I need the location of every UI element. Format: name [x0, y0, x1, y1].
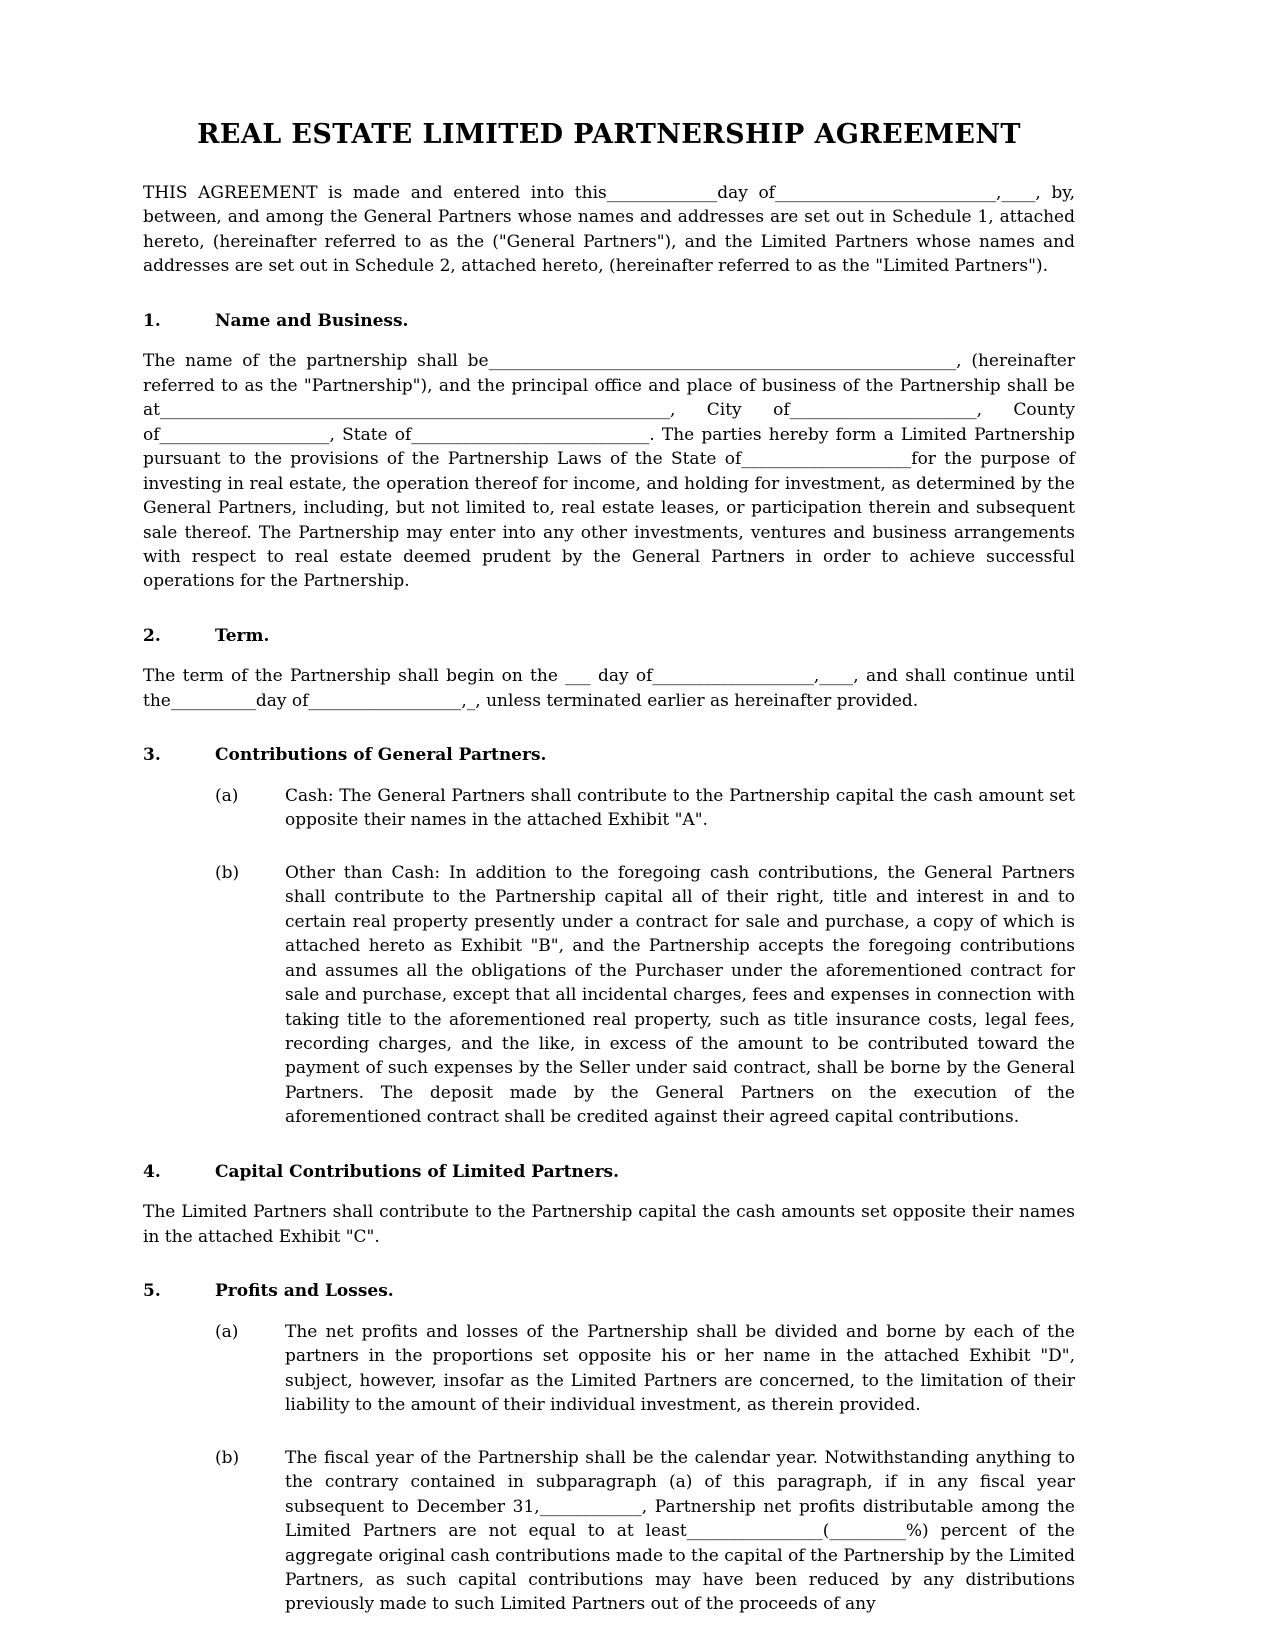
section-3-title: Contributions of General Partners.: [215, 745, 547, 766]
clause-text: Other than Cash: In addition to the foregoing cash contributions, the General Partners shall contribute to the Partnership capital all of their right, title and interest in and to certain real property presently under a contract for sale and purchase, a copy of which is attached hereto as Exhibit "B", and the Partnership accepts the foregoing contributions and assumes all the obligations of the Purchaser under the aforementioned contract for sale and purchase, except that all incidental charges, fees and expenses in connection with taking title to the aforementioned real property, such as title insurance costs, legal fees, recording charges, and the like, in excess of the amount to be contributed toward the payment of such expenses by the Seller under said contract, shall be borne by the General Partners. The deposit made by the General Partners on the execution of the aforementioned contract shall be credited against their agreed capital contributions.: [285, 862, 1075, 1128]
clause-label: (b): [215, 862, 240, 883]
section-1-heading: [143, 309, 1075, 333]
section-3-number: 3.: [143, 745, 161, 766]
intro-paragraph: THIS AGREEMENT is made and entered into this_____________day of__________________________,____, by, between, and among the General Partners whose names and addresses are set out in Schedule 1, attached hereto, (hereinafter referred to as the ("General Partners"), and the Limited Partners whose names and addresses are set out in Schedule 2, attached hereto, (hereinafter referred to as the "Limited Partners").: [143, 182, 1075, 277]
section-4-number: 4.: [143, 1161, 161, 1182]
section-5-title: Profits and Losses.: [215, 1281, 394, 1302]
section-5-clause-b: [143, 1446, 1075, 1617]
section-2-heading: [143, 624, 1075, 648]
clause-label: (a): [215, 1321, 239, 1342]
section-3-heading: [143, 743, 1075, 767]
section-3-clause-a: [143, 784, 1075, 833]
clause-text: The fiscal year of the Partnership shall be the calendar year. Notwithstanding anything to the contrary contained in subparagraph (a) of this paragraph, if in any fiscal year subsequent to December 31,____________, Partnership net profits distributable among the Limited Partners are not equal to at least________________(_________%) percent of the aggregate original cash contributions made to the capital of the Partnership by the Limited Partners, as such capital contributions may have been reduced by any distributions previously made to such Limited Partners out of the proceeds of any: [285, 1447, 1075, 1615]
section-3-clause-b: [143, 861, 1075, 1130]
clause-label: (b): [215, 1447, 240, 1468]
document-title: REAL ESTATE LIMITED PARTNERSHIP AGREEMENT: [197, 119, 1021, 150]
section-1-title: Name and Business.: [215, 310, 409, 331]
section-5-clause-a: [143, 1320, 1075, 1418]
section-5-heading: [143, 1279, 1075, 1303]
section-2-paragraph: The term of the Partnership shall begin on the ___ day of___________________,____, and shall continue until the__________day of__________________,_, unless terminated earlier as hereinafter provided.: [143, 666, 1075, 711]
section-4-paragraph: The Limited Partners shall contribute to the Partnership capital the cash amounts set opposite their names in the attached Exhibit "C".: [143, 1202, 1075, 1247]
section-4-heading: [143, 1160, 1075, 1184]
clause-label: (a): [215, 785, 239, 806]
clause-text: The net profits and losses of the Partnership shall be divided and borne by each of the partners in the proportions set opposite his or her name in the attached Exhibit "D", subject, however, insofar as the Limited Partners are concerned, to the limitation of their liability to the amount of their individual investment, as therein provided.: [285, 1321, 1075, 1416]
section-4-title: Capital Contributions of Limited Partners.: [215, 1161, 620, 1182]
section-1-paragraph: The name of the partnership shall be_______________________________________________________, (hereinafter referred to as the "Partnership"), and the principal office and place of business of the Partnership shall be at____________________________________________________________, City of______________________, County of____________________, State of____________________________. The parties hereby form a Limited Partnership pursuant to the provisions of the Partnership Laws of the State of____________________for the purpose of investing in real estate, the operation thereof for income, and holding for investment, as determined by the General Partners, including, but not limited to, real estate leases, or participation therein and subsequent sale thereof. The Partnership may enter into any other investments, ventures and business arrangements with respect to real estate deemed prudent by the General Partners in order to achieve successful operations for the Partnership.: [143, 351, 1075, 592]
section-2-number: 2.: [143, 625, 161, 646]
section-1-number: 1.: [143, 310, 161, 331]
section-5-number: 5.: [143, 1281, 161, 1302]
clause-text: Cash: The General Partners shall contribute to the Partnership capital the cash amount set opposite their names in the attached Exhibit "A".: [285, 785, 1075, 831]
section-2-title: Term.: [215, 625, 270, 646]
